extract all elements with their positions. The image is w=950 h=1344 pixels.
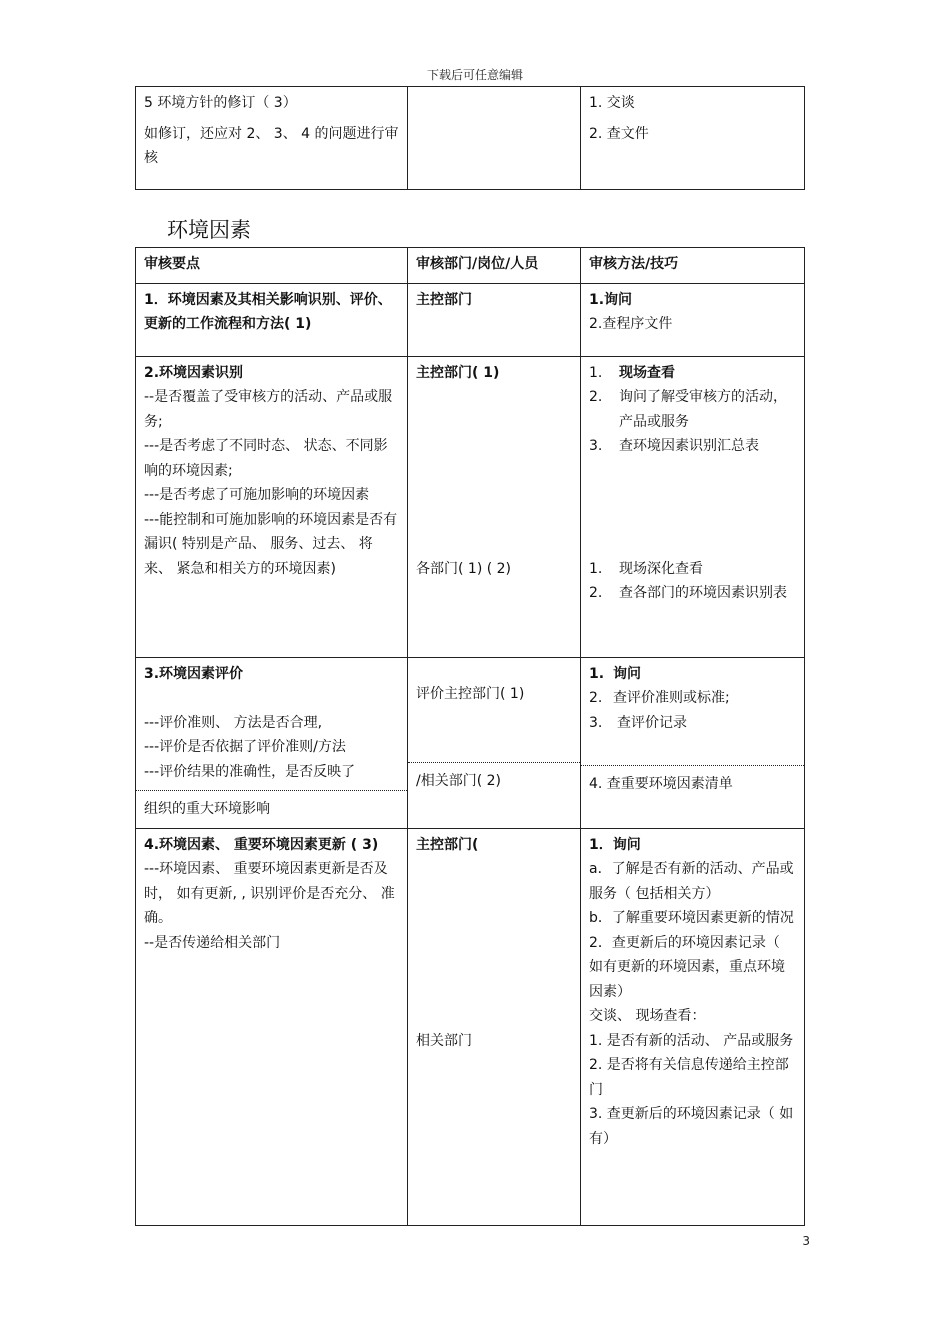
audit-point-title: 1．环境因素及其相关影响识别、评价、 更新的工作流程和方法( 1): [144, 291, 392, 332]
dept-label: 各部门( 1) ( 2): [416, 561, 512, 577]
method-item: 3. 查评价记录: [589, 714, 687, 731]
audit-dept-cell: [408, 87, 581, 190]
audit-point-title: 5 环境方针的修订（ 3）: [144, 95, 297, 111]
dept-label: /相关部门( 2): [416, 773, 501, 789]
table-row: [136, 283, 805, 356]
audit-dept-cell: [408, 828, 581, 1225]
method-item: 4. 查重要环境因素清单: [589, 776, 733, 792]
audit-dept-cell: [408, 283, 581, 356]
audit-point-line: --是否覆盖了受审核方的活动、产品或服务;: [144, 389, 393, 430]
dept-label: 评价主控部门( 1): [416, 685, 525, 702]
method-item: 2．查更新后的环境因素记录（ 如有更新的环境因素，重点环境因素）: [589, 934, 785, 1000]
method-item: 交谈、 现场查看：: [589, 1008, 706, 1024]
audit-method-cell: [581, 87, 805, 190]
method-item: 1．询问: [589, 836, 641, 853]
method-item: 1. 交谈: [589, 95, 635, 111]
dept-label: 主控部门(: [416, 836, 479, 853]
dotted-divider: [581, 765, 804, 766]
method-item: 2. 是否将有关信息传递给主控部门: [589, 1057, 789, 1098]
audit-point-line: ---环境因素、 重要环境因素更新是否及时， 如有更新, , 识别评价是否充分、 准确。: [144, 861, 395, 926]
column-header: 审核要点: [136, 248, 408, 284]
audit-point-cell: [136, 87, 408, 190]
audit-point-line: ---评价是否依据了评价准则/方法: [144, 739, 346, 755]
method-item: 3. 查更新后的环境因素记录（ 如有）: [589, 1106, 794, 1147]
header-note: 下载后可任意编辑: [426, 68, 523, 82]
table-row: [136, 356, 805, 657]
dept-label: 主控部门: [416, 291, 472, 308]
dept-label: 相关部门: [416, 1033, 472, 1049]
method-list: [589, 361, 796, 459]
audit-point-title: 2.环境因素识别: [144, 364, 244, 381]
method-list: [589, 662, 796, 736]
audit-point-cell: [136, 356, 408, 657]
page-number: 3: [802, 1234, 810, 1248]
audit-point-cell: [136, 828, 408, 1225]
method-item: 1. 是否有新的活动、 产品或服务: [589, 1032, 794, 1049]
table-row: [136, 87, 805, 190]
audit-dept-cell: [408, 356, 581, 657]
method-item: 2. 查评价准则或标准;: [589, 690, 730, 706]
method-item: 1. 现场深化查看: [589, 560, 703, 577]
method-item: 2. 查各部门的环境因素识别表: [589, 585, 787, 601]
method-item: 3. 查环境因素识别汇总表: [589, 438, 759, 454]
method-item: 2. 询问了解受审核方的活动，产品或服务: [589, 389, 787, 430]
audit-point-line: ---能控制和可施加影响的环境因素是否有漏识( 特别是产品、 服务、过去、 将来、 紧急和相关方的环境因素): [144, 511, 398, 577]
audit-point-line: ---评价准则、 方法是否合理,: [144, 714, 323, 731]
audit-point-title: 3.环境因素评价: [144, 665, 244, 682]
audit-point-line: ---是否考虑了可施加影响的环境因素: [144, 487, 370, 503]
table-row: [136, 657, 805, 828]
audit-dept-cell: [408, 657, 581, 828]
table-header-row: [136, 248, 805, 284]
audit-point-cell: [136, 657, 408, 828]
method-item: a．了解是否有新的活动、产品或服务（ 包括相关方）: [589, 861, 794, 902]
audit-point-cell: [136, 283, 408, 356]
method-item: 1. 询问: [589, 665, 641, 682]
audit-method-cell: [581, 657, 805, 828]
audit-method-cell: [581, 283, 805, 356]
dotted-divider: [408, 762, 580, 763]
audit-point-line: ---评价结果的准确性，是否反映了: [144, 763, 356, 780]
method-list: [589, 557, 796, 606]
method-item: 1.询问: [589, 291, 633, 308]
method-item: 1. 现场查看: [589, 364, 675, 381]
audit-table: [135, 247, 805, 1226]
continuation-table: [135, 86, 805, 190]
audit-point-line: --是否传递给相关部门: [144, 934, 281, 951]
audit-point-line: ---是否考虑了不同时态、 状态、不同影响的环境因素;: [144, 438, 388, 479]
section-title: 环境因素: [167, 218, 251, 242]
dept-label: 主控部门( 1): [416, 364, 500, 381]
dotted-divider: [136, 790, 407, 791]
audit-method-cell: [581, 356, 805, 657]
audit-point-text: 如修订，还应对 2、 3、 4 的问题进行审核: [144, 125, 399, 166]
method-item: b．了解重要环境因素更新的情况: [589, 910, 794, 926]
audit-point-title: 4.环境因素、 重要环境因素更新 ( 3): [144, 836, 379, 853]
table-row: [136, 828, 805, 1225]
audit-method-cell: [581, 828, 805, 1225]
method-item: 2. 查文件: [589, 125, 649, 142]
audit-point-line: 组织的重大环境影响: [144, 801, 270, 817]
column-header: 审核方法/技巧: [581, 248, 805, 284]
column-header: 审核部门/岗位/人员: [408, 248, 581, 284]
method-item: 2.查程序文件: [589, 316, 673, 332]
